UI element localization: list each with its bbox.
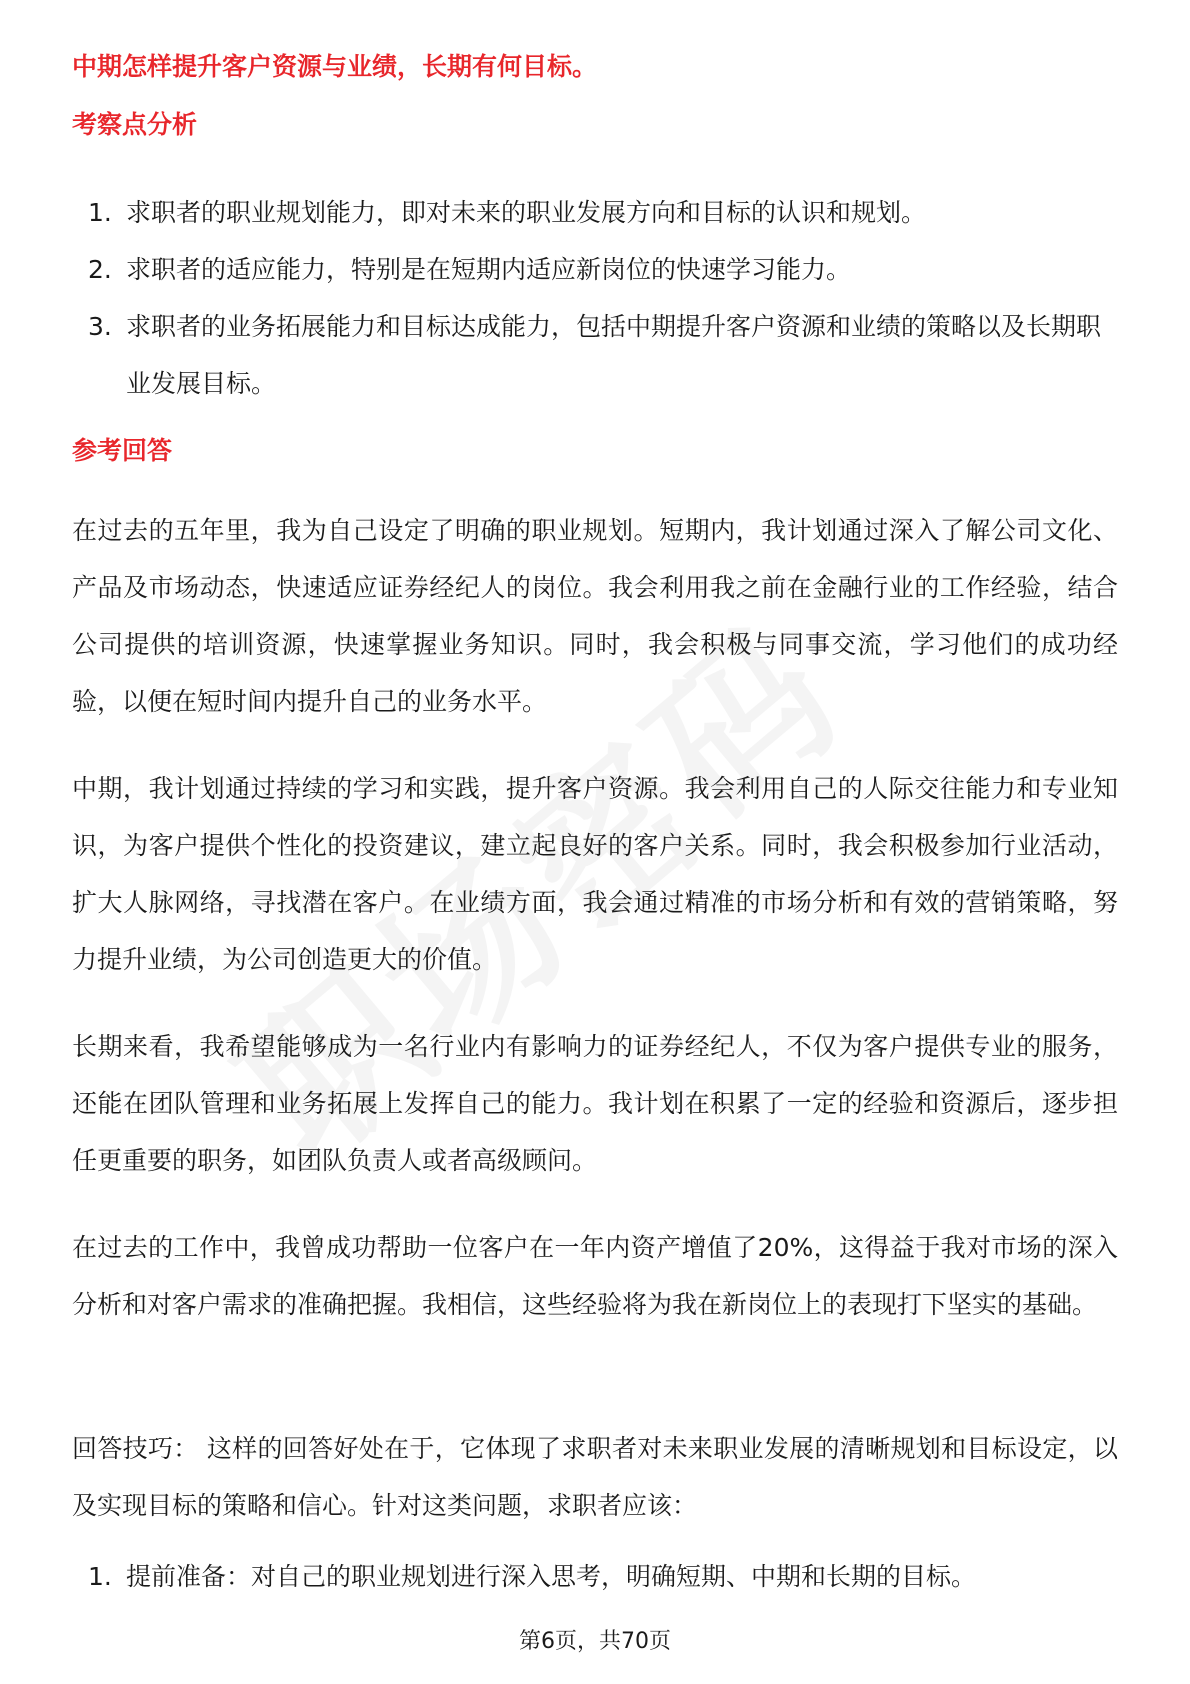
list-number: 2.: [88, 255, 112, 284]
answer-tips-paragraph: 回答技巧： 这样的回答好处在于，它体现了求职者对未来职业发展的清晰规划和目标设定，以及实现目标的策略和信心。针对这类问题，求职者应该：: [72, 1434, 1118, 1520]
tips-list: [72, 1548, 1122, 1605]
answer-paragraph-2: 中期，我计划通过持续的学习和实践，提升客户资源。我会利用自己的人际交往能力和专业知识，为客户提供个性化的投资建议，建立起良好的客户关系。同时，我会积极参加行业活动，扩大人脉网络，寻找潜在客户。在业绩方面，我会通过精准的市场分析和有效的营销策略，努力提升业绩，为公司创造更大的价值。: [72, 774, 1118, 974]
page-footer: 第6页，共70页: [519, 1629, 671, 1654]
list-item-text: 求职者的适应能力，特别是在短期内适应新岗位的快速学习能力。: [126, 255, 852, 284]
section-analysis-heading: 考察点分析: [72, 110, 198, 139]
analysis-item-2: [72, 241, 1122, 298]
answer-paragraph-1: 在过去的五年里，我为自己设定了明确的职业规划。短期内，我计划通过深入了解公司文化、产品及市场动态，快速适应证券经纪人的岗位。我会利用我之前在金融行业的工作经验，结合公司提供的培训资源，快速掌握业务知识。同时，我会积极与同事交流，学习他们的成功经验，以便在短时间内提升自己的业务水平。: [72, 516, 1118, 716]
analysis-item-3: [72, 298, 1122, 412]
answer-paragraph-3: 长期来看，我希望能够成为一名行业内有影响力的证券经纪人，不仅为客户提供专业的服务，还能在团队管理和业务拓展上发挥自己的能力。我计划在积累了一定的经验和资源后，逐步担任更重要的职务，如团队负责人或者高级顾问。: [72, 1032, 1118, 1175]
list-number: 1.: [88, 1562, 112, 1591]
section-answer-heading: 参考回答: [72, 436, 173, 465]
list-item-text: 提前准备：对自己的职业规划进行深入思考，明确短期、中期和长期的目标。: [126, 1562, 977, 1591]
analysis-item-1: [72, 184, 1122, 241]
question-heading: 中期怎样提升客户资源与业绩，长期有何目标。: [72, 52, 598, 81]
analysis-list: [72, 184, 1122, 412]
list-item-text: 求职者的职业规划能力，即对未来的职业发展方向和目标的认识和规划。: [126, 198, 927, 227]
tips-item-1: [72, 1548, 1122, 1605]
list-number: 3.: [88, 312, 112, 341]
list-item-text: 求职者的业务拓展能力和目标达成能力，包括中期提升客户资源和业绩的策略以及长期职业发展目标。: [126, 312, 1102, 398]
answer-paragraph-4: 在过去的工作中，我曾成功帮助一位客户在一年内资产增值了20%，这得益于我对市场的深入分析和对客户需求的准确把握。我相信，这些经验将为我在新岗位上的表现打下坚实的基础。: [72, 1233, 1118, 1319]
list-number: 1.: [88, 198, 112, 227]
